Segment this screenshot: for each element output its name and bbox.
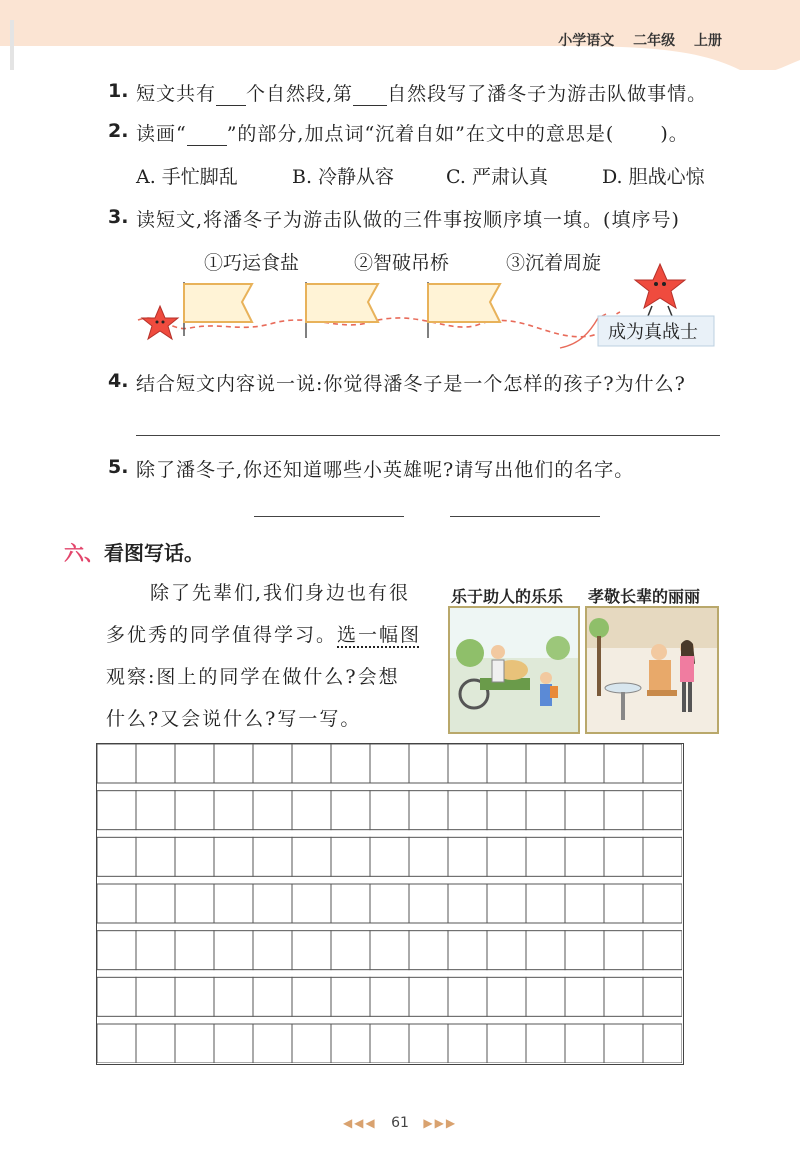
- grid-cell[interactable]: [409, 931, 448, 970]
- grid-cell[interactable]: [370, 931, 409, 970]
- q1-part2: 个自然段,第: [246, 83, 354, 105]
- grid-cell[interactable]: [565, 837, 604, 876]
- grid-cell[interactable]: [136, 977, 175, 1016]
- grid-cell[interactable]: [487, 1024, 526, 1063]
- grid-cell[interactable]: [97, 1024, 136, 1063]
- grid-cell[interactable]: [253, 1024, 292, 1063]
- subject-label: 小学语文: [558, 33, 615, 49]
- writing-grid[interactable]: [96, 743, 684, 1065]
- grid-cell[interactable]: [526, 837, 565, 876]
- grid-cell[interactable]: [448, 884, 487, 923]
- grid-cell[interactable]: [604, 884, 643, 923]
- grid-cell[interactable]: [136, 1024, 175, 1063]
- grid-cell[interactable]: [292, 977, 331, 1016]
- grid-cell[interactable]: [565, 931, 604, 970]
- grid-cell[interactable]: [136, 791, 175, 830]
- section-six-title: [64, 537, 204, 566]
- grid-cell[interactable]: [331, 744, 370, 783]
- grid-cell[interactable]: [487, 977, 526, 1016]
- grid-cell[interactable]: [253, 837, 292, 876]
- grid-cell[interactable]: [175, 837, 214, 876]
- left-arrows-icon: ◀◀◀: [342, 1116, 377, 1130]
- grid-cell[interactable]: [175, 791, 214, 830]
- grid-cell[interactable]: [214, 837, 253, 876]
- grid-cell[interactable]: [331, 884, 370, 923]
- grid-cell[interactable]: [643, 837, 682, 876]
- q2-number: 2.: [108, 120, 129, 142]
- q5-answer-line-1[interactable]: [254, 516, 404, 517]
- picture-1-title: 乐于助人的乐乐: [451, 587, 564, 606]
- grid-cell[interactable]: [643, 931, 682, 970]
- grid-cell[interactable]: [526, 791, 565, 830]
- q3-number: 3.: [108, 206, 129, 228]
- grid-cell[interactable]: [292, 791, 331, 830]
- grid-cell[interactable]: [253, 744, 292, 783]
- grid-cell[interactable]: [370, 791, 409, 830]
- q1-text: [136, 79, 707, 106]
- grid-cell[interactable]: [214, 791, 253, 830]
- picture-2-title: 孝敬长辈的丽丽: [588, 587, 701, 606]
- q3-item-1: ①巧运食盐: [204, 252, 300, 274]
- grid-cell[interactable]: [97, 977, 136, 1016]
- grid-cell[interactable]: [292, 884, 331, 923]
- grid-cell[interactable]: [526, 977, 565, 1016]
- grid-cell[interactable]: [292, 837, 331, 876]
- helping-scene-image: [450, 608, 578, 732]
- page-footer: [0, 1115, 800, 1131]
- q2-choice-c[interactable]: C. 严肃认真: [446, 166, 548, 188]
- grid-cell[interactable]: [448, 791, 487, 830]
- q2-part2: ”的部分,加点词“沉着自如”在文中的意思是(: [226, 123, 615, 145]
- grid-cell[interactable]: [448, 744, 487, 783]
- grid-cell[interactable]: [214, 977, 253, 1016]
- grid-cell[interactable]: [214, 744, 253, 783]
- section6-line-4: 什么?又会说什么?写一写。: [106, 708, 362, 730]
- grid-cell[interactable]: [448, 837, 487, 876]
- grid-cell[interactable]: [565, 884, 604, 923]
- grid-cell[interactable]: [643, 791, 682, 830]
- grid-cell[interactable]: [253, 977, 292, 1016]
- grid-cell[interactable]: [331, 977, 370, 1016]
- grid-cell[interactable]: [331, 791, 370, 830]
- respect-elders-scene-image: [587, 608, 717, 732]
- flag-slot-2: [306, 282, 378, 338]
- grid-cell[interactable]: [97, 837, 136, 876]
- grid-cell[interactable]: [409, 977, 448, 1016]
- q2-underline-mark: [187, 127, 227, 146]
- section-six-number: 六、: [64, 541, 104, 565]
- grid-cell[interactable]: [409, 1024, 448, 1063]
- grid-cell[interactable]: [253, 931, 292, 970]
- grid-cell[interactable]: [292, 744, 331, 783]
- q3-text: 读短文,将潘冬子为游击队做的三件事按顺序填一填。(填序号): [136, 209, 680, 231]
- grid-cell[interactable]: [604, 977, 643, 1016]
- section6-line-2: [106, 620, 421, 647]
- page-number: 61: [391, 1115, 409, 1131]
- grid-cell[interactable]: [331, 1024, 370, 1063]
- q1-blank-count[interactable]: [216, 87, 246, 106]
- section6-line-2-text: 多优秀的同学值得学习。: [106, 624, 338, 646]
- picture-1[interactable]: [448, 606, 580, 734]
- grid-cell[interactable]: [136, 884, 175, 923]
- grid-cell[interactable]: [448, 1024, 487, 1063]
- grid-cell[interactable]: [643, 744, 682, 783]
- grid-cell[interactable]: [565, 791, 604, 830]
- writing-grid-lines: [97, 744, 682, 1063]
- section6-line-1: 除了先辈们,我们身边也有很: [150, 582, 411, 604]
- grid-cell[interactable]: [292, 1024, 331, 1063]
- grid-cell[interactable]: [253, 791, 292, 830]
- q2-text: [136, 119, 689, 146]
- q1-part1: 短文共有: [136, 83, 217, 105]
- grid-cell[interactable]: [214, 1024, 253, 1063]
- dotted-word: 选一幅图: [337, 624, 422, 646]
- grid-cell[interactable]: [487, 791, 526, 830]
- grid-cell[interactable]: [175, 744, 214, 783]
- grid-cell[interactable]: [643, 884, 682, 923]
- grid-cell[interactable]: [331, 931, 370, 970]
- picture-2[interactable]: [585, 606, 719, 734]
- grid-cell[interactable]: [97, 884, 136, 923]
- section6-line-3: 观察:图上的同学在做什么?会想: [106, 666, 400, 688]
- q4-answer-line[interactable]: [136, 435, 720, 436]
- grid-cell[interactable]: [604, 791, 643, 830]
- q5-text: 除了潘冬子,你还知道哪些小英雄呢?请写出他们的名字。: [136, 459, 635, 481]
- star-mascot-big-icon: [635, 264, 685, 316]
- grid-cell[interactable]: [604, 1024, 643, 1063]
- grid-cell[interactable]: [97, 931, 136, 970]
- grid-cell[interactable]: [136, 744, 175, 783]
- q1-number: 1.: [108, 80, 129, 102]
- grid-cell[interactable]: [643, 1024, 682, 1063]
- grid-cell[interactable]: [448, 931, 487, 970]
- q3-item-2: ②智破吊桥: [354, 252, 450, 274]
- header-label: [544, 30, 722, 50]
- grid-cell[interactable]: [526, 931, 565, 970]
- q2-choice-a[interactable]: A. 手忙脚乱: [136, 166, 238, 188]
- grid-cell[interactable]: [214, 884, 253, 923]
- grid-cell[interactable]: [253, 884, 292, 923]
- grid-cell[interactable]: [175, 1024, 214, 1063]
- grid-cell[interactable]: [526, 884, 565, 923]
- grid-cell[interactable]: [565, 977, 604, 1016]
- q2-part3: )。: [660, 123, 689, 145]
- grid-cell[interactable]: [565, 744, 604, 783]
- q2-choice-b[interactable]: B. 冷静从容: [292, 166, 395, 188]
- right-arrows-icon: ▶▶▶: [423, 1116, 458, 1130]
- grid-cell[interactable]: [487, 837, 526, 876]
- grid-cell[interactable]: [487, 931, 526, 970]
- grid-cell[interactable]: [643, 977, 682, 1016]
- section-six-heading: 看图写话。: [104, 541, 204, 565]
- grid-cell[interactable]: [97, 791, 136, 830]
- grid-cell[interactable]: [487, 744, 526, 783]
- grid-cell[interactable]: [604, 744, 643, 783]
- q1-part3: 自然段写了潘冬子为游击队做事情。: [387, 83, 708, 105]
- grid-cell[interactable]: [409, 884, 448, 923]
- q5-number: 5.: [108, 456, 129, 478]
- grid-cell[interactable]: [175, 977, 214, 1016]
- grid-cell[interactable]: [175, 884, 214, 923]
- q5-answer-line-2[interactable]: [450, 516, 600, 517]
- grid-cell[interactable]: [370, 1024, 409, 1063]
- grid-cell[interactable]: [136, 837, 175, 876]
- grid-cell[interactable]: [370, 884, 409, 923]
- grid-cell[interactable]: [409, 837, 448, 876]
- q3-goal-label: 成为真战士: [608, 322, 698, 343]
- grid-cell[interactable]: [214, 931, 253, 970]
- q3-flag-diagram: [120, 262, 720, 362]
- grid-cell[interactable]: [526, 744, 565, 783]
- grid-cell[interactable]: [136, 931, 175, 970]
- grid-cell[interactable]: [526, 1024, 565, 1063]
- grid-cell[interactable]: [370, 977, 409, 1016]
- grid-cell[interactable]: [604, 931, 643, 970]
- q3-item-3: ③沉着周旋: [506, 252, 602, 274]
- q2-choice-d[interactable]: D. 胆战心惊: [602, 166, 705, 188]
- grid-cell[interactable]: [487, 884, 526, 923]
- volume-label: 上册: [694, 33, 722, 49]
- grade-label: 二年级: [633, 33, 676, 49]
- flag-slot-3: [428, 282, 500, 338]
- grid-cell[interactable]: [604, 837, 643, 876]
- grid-cell[interactable]: [370, 837, 409, 876]
- grid-cell[interactable]: [175, 931, 214, 970]
- q4-text: 结合短文内容说一说:你觉得潘冬子是一个怎样的孩子?为什么?: [136, 373, 686, 395]
- grid-cell[interactable]: [448, 977, 487, 1016]
- grid-cell[interactable]: [409, 791, 448, 830]
- q1-blank-paragraph[interactable]: [353, 87, 387, 106]
- grid-cell[interactable]: [292, 931, 331, 970]
- grid-cell[interactable]: [565, 1024, 604, 1063]
- q2-part1: 读画“: [136, 123, 187, 145]
- grid-cell[interactable]: [331, 837, 370, 876]
- grid-cell[interactable]: [370, 744, 409, 783]
- star-mascot-small-icon: [142, 306, 178, 339]
- grid-cell[interactable]: [409, 744, 448, 783]
- grid-cell[interactable]: [97, 744, 136, 783]
- q4-number: 4.: [108, 370, 129, 392]
